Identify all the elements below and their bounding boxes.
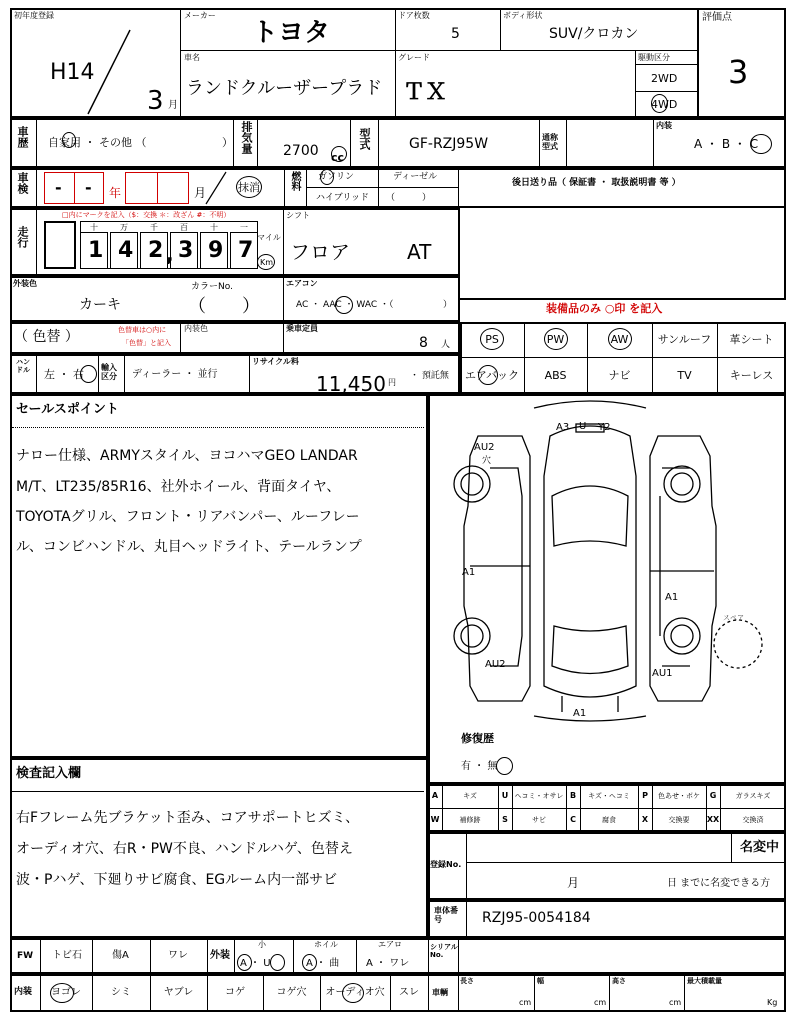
interior-mark — [750, 134, 772, 154]
mileage-digit: 3 — [178, 238, 194, 263]
score-label: 評価点 — [702, 12, 732, 23]
dmg-cell-crack: ワレ — [168, 950, 188, 961]
notes-line-2: オーディオ穴、右R・PW不良、ハンドルハゲ、色替え — [16, 841, 353, 857]
exterior-color-label: 外装色 — [13, 279, 37, 288]
aero-value: A ・ ワレ — [366, 958, 410, 969]
interior-dirt-mark — [50, 983, 74, 1003]
repaint: （ 色替 ） — [14, 329, 79, 345]
repaint-note-1: 色替車は○内に — [118, 326, 167, 334]
sales-line-4: ル、コンビハンドル、丸目ヘッドライト、テールランプ — [16, 539, 362, 555]
fuel-gas-mark — [320, 169, 334, 185]
small-value: A ・ U — [240, 958, 271, 969]
legend-key: B — [569, 791, 577, 800]
legend-key: XX — [706, 815, 720, 824]
recycle-note: ・ 預託無 — [410, 371, 449, 381]
chassis-label: 車体番号 — [434, 906, 458, 924]
mileage-unit-label: 万 — [120, 223, 128, 232]
weight-kg: Kg — [767, 998, 778, 1007]
legend-desc: 腐食 — [602, 816, 616, 824]
unit-km: Km — [260, 258, 274, 267]
equip-item: 革シート — [729, 333, 774, 346]
legend-key: C — [570, 815, 576, 824]
interior-dmg-cell: シミ — [111, 987, 131, 998]
legend-desc: ヘコミ・オサレ — [514, 792, 564, 800]
legend-desc: 補修跡 — [459, 816, 481, 824]
import-value: ディーラー ・ 並行 — [132, 369, 218, 380]
mileage-comma: , — [166, 242, 174, 266]
doors-value: 5 — [451, 26, 460, 42]
wheel-a-mark — [302, 954, 317, 971]
repair-value: 有 ・ 無 — [461, 761, 498, 772]
displacement-label: 排気量 — [240, 121, 253, 154]
score-value: 3 — [728, 53, 749, 91]
ext-label: 外装 — [210, 950, 230, 961]
interior-label: 内装 — [656, 121, 672, 130]
maker-value: トヨタ — [252, 18, 331, 48]
mileage-unit-label: 十 — [210, 223, 218, 232]
fuel-hybrid: ハイブリッド — [316, 193, 370, 203]
inspection-notes-title: 検査記入欄 — [16, 766, 82, 781]
displacement-value: 2700 — [283, 143, 319, 159]
unit-mile: マイル — [257, 233, 281, 242]
equip-mark — [608, 328, 632, 350]
history-value: 自家用 ・ その他 （ — [48, 136, 147, 149]
type-label: 型式 — [358, 128, 371, 150]
equip-item: キーレス — [729, 369, 774, 382]
dmg-au1: AU1 — [652, 668, 673, 679]
dmg-cell-scratch: 傷A — [112, 950, 129, 961]
equip-item: ABS — [544, 369, 567, 382]
ac-mark — [335, 296, 353, 314]
interior-dmg-cell: コゲ — [225, 987, 245, 998]
capacity-unit: 人 — [441, 340, 451, 350]
steering-value: 左 ・ 右 — [44, 368, 84, 381]
history-label: 車歴 — [16, 126, 29, 148]
steering-label: ハンドル — [16, 358, 30, 374]
legend-desc: 色あせ・ボケ — [658, 792, 700, 800]
legend-desc: 交換済 — [742, 816, 764, 824]
repaint-note-2: 「色替」と記入 — [122, 339, 171, 347]
name-change: 名変中 — [740, 840, 780, 855]
inspection-expired: 抹消 — [238, 181, 260, 194]
drive-4wd-mark — [651, 94, 668, 113]
mileage-note: □内にマークを記入（$：交換 ＊：改ざん #：不明） — [62, 211, 231, 219]
notes-line-3: 波・Pハゲ、下廻りサビ腐食、EGルーム内一部サビ — [16, 872, 338, 888]
repair-mark — [496, 757, 513, 775]
repair-label: 修復歴 — [461, 732, 494, 745]
interior-dmg-cell: ヤブレ — [163, 987, 194, 998]
mileage-digit: 9 — [208, 238, 224, 263]
fuel-other: （ ） — [386, 193, 432, 203]
chassis-value: RZJ95-0054184 — [482, 910, 591, 926]
first-reg-month: 3 — [147, 86, 164, 116]
interior-dmg-cell: スレ — [399, 987, 419, 998]
body-label: ボディ形状 — [503, 11, 543, 20]
inspection-month-unit: 月 — [194, 186, 207, 200]
reg-no-label: 登録No. — [430, 860, 462, 869]
recycle-value: 11,450 — [316, 372, 386, 396]
fuel-diesel: ディーゼル — [393, 172, 438, 182]
legend-key: S — [502, 815, 508, 824]
inspection-dash-1: - — [55, 178, 62, 197]
mileage-digit: 4 — [118, 238, 134, 263]
equip-mark — [480, 328, 504, 350]
interior-value: A ・ B ・ C — [694, 137, 759, 151]
mileage-label: 走行 — [16, 226, 29, 248]
inspection-slash — [200, 170, 230, 206]
legend-desc: ガラスキズ — [735, 792, 771, 800]
length-cm: cm — [519, 998, 532, 1007]
legend-key: A — [431, 791, 439, 800]
serial-label: シリアルNo. — [430, 943, 458, 959]
interior-dmg-cell: ヨゴレ — [51, 987, 81, 998]
drive-label: 駆動区分 — [638, 53, 670, 62]
legend-key: G — [709, 791, 717, 800]
color-no-label: カラーNo. — [191, 282, 233, 292]
mileage-digit: 7 — [238, 238, 254, 263]
notes-line-1: 右Fフレーム先ブラケット歪み、コアサポートヒズミ、 — [16, 810, 360, 826]
common-type-label: 通称型式 — [542, 133, 558, 151]
legend-key: U — [501, 791, 509, 800]
ac-label: エアコン — [286, 279, 318, 288]
dmg-hole: 穴 — [482, 456, 492, 466]
height-label: 高さ — [612, 977, 626, 985]
equip-item: ナビ — [608, 369, 631, 382]
type-value: GF-RZJ95W — [409, 136, 489, 152]
legend-key: P — [642, 791, 648, 800]
dmg-u: U — [579, 421, 587, 432]
history-mark — [62, 132, 76, 148]
shift-label: シフト — [286, 211, 310, 220]
grade-value: ＴＸ — [403, 80, 448, 105]
interior-dmg-cell: オーディオ穴 — [325, 987, 385, 998]
slash-mark — [80, 28, 140, 118]
docs-label: 後日送り品（ 保証書 ・ 取扱説明書 等 ） — [512, 178, 681, 188]
drive-2wd: 2WD — [651, 72, 678, 85]
inspection-year-unit: 年 — [109, 186, 122, 200]
model-name-value: ランドクルーザープラド — [186, 78, 383, 99]
shift-type: AT — [407, 240, 432, 264]
equip-item: AW — [610, 333, 629, 346]
interior-audio-mark — [342, 983, 364, 1003]
exterior-color: カーキ — [79, 297, 121, 313]
mileage-unit-label: 千 — [150, 223, 158, 232]
small-a-mark — [237, 954, 252, 971]
legend-desc: キズ — [463, 792, 477, 800]
expired-mark — [236, 176, 262, 198]
sales-line-1: ナロー仕様、ARMYスタイル、ヨコハマGEO LANDAR — [16, 448, 358, 464]
equip-item: PW — [546, 333, 565, 346]
dmg-a1-bottom: A1 — [573, 708, 587, 719]
wheel-value: A ・ 曲 — [306, 958, 340, 969]
small-label: 小 — [258, 940, 266, 949]
mileage-first-box — [44, 221, 76, 269]
cc-mark — [331, 146, 347, 162]
dmg-a1-left: A1 — [462, 567, 476, 578]
fw-label: FW — [17, 951, 34, 961]
maker-label: メーカー — [184, 11, 216, 20]
import-label: 輸入区分 — [101, 363, 117, 381]
legend-key: W — [430, 815, 440, 824]
interior-dmg-cell: コゲ穴 — [276, 987, 307, 998]
spare-label: スペア — [723, 614, 744, 622]
dmg-a1-right: A1 — [665, 592, 679, 603]
grade-label: グレード — [398, 53, 430, 62]
length-label: 長さ — [460, 977, 474, 985]
mileage-unit-label: 十 — [90, 223, 98, 232]
legend-desc: キズ・ヘコミ — [588, 792, 630, 800]
unit-km-mark — [257, 254, 275, 270]
height-cm: cm — [669, 998, 682, 1007]
reg-month: 月 — [567, 876, 580, 890]
dims-label: 車輌 — [432, 988, 448, 997]
doors-label: ドア枚数 — [398, 11, 430, 20]
recycle-unit: 円 — [388, 378, 396, 387]
model-name-label: 車名 — [184, 53, 200, 62]
cc-unit: cc — [331, 151, 345, 164]
drive-4wd: 4WD — [651, 98, 678, 111]
sales-line-2: M/T、LT235/85R16、社外ホイール、背面タイヤ、 — [16, 479, 341, 495]
fuel-gas: ガソリン — [318, 172, 355, 182]
legend-key: X — [641, 815, 649, 824]
inspection-dash-2: - — [85, 178, 92, 197]
aero-label: エアロ — [378, 940, 402, 949]
dmg-y2: Y2 — [598, 422, 611, 433]
equip-item: TV — [677, 369, 692, 382]
wheel-label: ホイル — [314, 940, 338, 949]
weight-label: 最大積載量 — [687, 977, 722, 985]
mileage-digit: 1 — [88, 238, 104, 263]
equip-item: PS — [485, 333, 499, 346]
capacity-value: 8 — [419, 335, 428, 351]
mileage-digit: 2 — [148, 238, 164, 263]
dmg-cell-tobiishi: トビ石 — [52, 950, 82, 961]
first-reg-year: H14 — [50, 60, 95, 85]
equip-label: 装備品のみ ○印 を記入 — [546, 302, 663, 315]
interior-dmg-label: 内装 — [14, 987, 33, 997]
equip-item: サンルーフ — [657, 333, 712, 346]
ac-value: AC ・ AAC ・ WAC ・（ — [296, 300, 394, 310]
width-label: 幅 — [537, 977, 544, 985]
month-unit: 月 — [168, 100, 178, 111]
dmg-au2-top: AU2 — [474, 442, 495, 453]
width-cm: cm — [594, 998, 607, 1007]
interior-color-label: 内装色 — [184, 324, 208, 333]
equip-item: エアバック — [464, 369, 520, 382]
color-no-paren: （ ） — [188, 296, 260, 317]
body-value: SUV/クロカン — [549, 26, 639, 42]
legend-desc: 交換要 — [668, 816, 690, 824]
sales-points-title: セールスポイント — [16, 402, 119, 417]
capacity-label: 乗車定員 — [286, 324, 318, 333]
mileage-unit-label: 一 — [240, 223, 248, 232]
sales-line-3: TOYOTAグリル、フロント・リアバンパー、ルーフレー — [16, 509, 360, 525]
fuel-label: 燃料 — [289, 171, 300, 191]
inspection-label: 車検 — [16, 172, 29, 194]
ac-close: ） — [443, 300, 453, 310]
legend-desc: サビ — [532, 816, 546, 824]
dmg-a3: A3 — [556, 422, 570, 433]
mileage-unit-label: 百 — [180, 223, 188, 232]
dmg-au2-bottom: AU2 — [485, 659, 506, 670]
shift-value: フロア — [290, 240, 350, 264]
recycle-label: リサイクル料 — [252, 357, 299, 366]
equip-mark — [544, 328, 568, 350]
history-close: ） — [222, 136, 233, 149]
first-reg-label: 初年度登録 — [14, 11, 54, 20]
steering-mark — [80, 365, 97, 383]
small-u-mark — [270, 954, 285, 971]
reg-day: 日 までに名変できる方 — [667, 878, 771, 889]
equip-mark — [478, 365, 498, 385]
